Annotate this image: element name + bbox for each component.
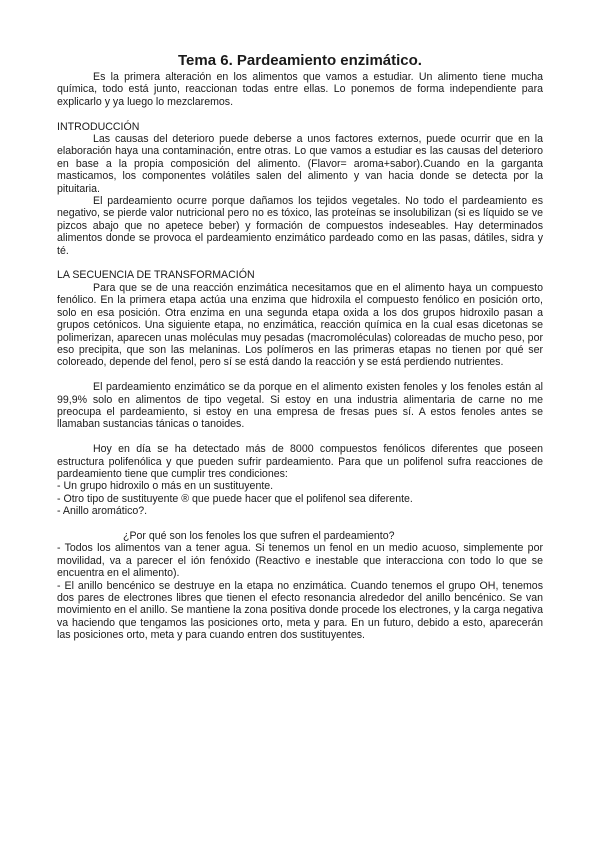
document-page <box>57 52 543 642</box>
section-heading-secuencia: LA SECUENCIA DE TRANSFORMACIÓN <box>57 269 255 282</box>
document-title: Tema 6. Pardeamiento enzimático. <box>178 52 422 69</box>
section-heading-introduccion: INTRODUCCIÓN <box>57 120 140 133</box>
question-line: ¿Por qué son los fenoles los que sufren el pardeamiento? <box>123 529 395 542</box>
introduccion-paragraph-2: El pardeamiento ocurre porque dañamos los tejidos vegetales. No todo el pardeamiento es negativo, se pierde valor nutricional pero no es tóxico, las proteínas se insolubilizan (si es líquido se ve pizcos abajo que no apetece beber) y formación de compuestos indeseables. Hay determinados alimentos donde se provoca el pardeamiento enzimático pardeado como en las pasas, dátiles, sidra y té. <box>57 195 543 257</box>
secuencia-paragraph-3: Hoy en día se ha detectado más de 8000 compuestos fenólicos diferentes que poseen estructura polifenólica y que pueden sufrir pardeamiento. Para que un polifenol sufra reacciones de pardeamiento tiene que cumplir tres condiciones: <box>57 443 543 480</box>
condition-item: - Otro tipo de sustituyente ® que puede hacer que el polifenol sea diferente. <box>57 492 413 505</box>
secuencia-paragraph-1: Para que se de una reacción enzimática necesitamos que en el alimento haya un compuesto fenólico. En la primera etapa actúa una enzima que hidroxila el compuesto fenólico en posición orto, solo en esa posición. Otra enzima en una segunda etapa oxida a los dos grupos hidroxilo pasan a grupos cetónicos. Una siguiente etapa, no enzimática, reacción química en la cual esas dicetonas se polimerizan, aparecen unas moléculas muy pesadas (macromoléculas) coloreadas de mucho peso, por eso precipita, que son las melaninas. Los polímeros en las primeras etapas no tienen por qué ser coloreado, depende del fenol, pero sí se está dando la reacción y se está perdiendo nutrientes. <box>57 281 543 369</box>
condition-item: - Un grupo hidroxilo o más en un sustituyente. <box>57 480 274 493</box>
answer-item: - Todos los alimentos van a tener agua. Si tenemos un fenol en un medio acuoso, simplemente por movilidad, va a parecer el ión fenóxido (Reactivo e inestable que interacciona con todo lo que se encuentra en el alimento). <box>57 542 543 580</box>
intro-paragraph: Es la primera alteración en los alimentos que vamos a estudiar. Un alimento tiene mucha química, todo está junto, reaccionan todas entre ellas. Lo ponemos de forma independiente para explicarlo y ya luego lo mezclaremos. <box>57 71 543 108</box>
section-introduccion <box>57 121 543 257</box>
introduccion-paragraph-1: Las causas del deterioro puede deberse a unos factores externos, puede ocurrir que en la elaboración haya una contaminación, entre otras. Lo que vamos a estudiar es las causas del deterioro en base a la propia composición del alimento. (Flavor= aroma+sabor).Cuando en la garganta masticamos, los componentes volátiles salen del alimento y van hacia donde se detecta por la pituitaria. <box>57 133 543 195</box>
section-secuencia <box>57 269 543 641</box>
secuencia-paragraph-2: El pardeamiento enzimático se da porque en el alimento existen fenoles y los fenoles están al 99,9% solo en alimentos de tipo vegetal. Si estoy en una industria alimentaria de carne no me preocupa el pardeamiento, si estoy en una empresa de fresas pues sí. A estos fenoles antes se llamaban sustancias tánicas o tanoides. <box>57 381 543 431</box>
spacer <box>57 518 543 530</box>
spacer <box>57 369 543 381</box>
answer-item: - El anillo bencénico se destruye en la etapa no enzimática. Cuando tenemos el grupo OH, tenemos dos pares de electrones libres que tienen el efecto resonancia alrededor del anillo bencénico. Se van movimiento en el anillo. Se mantiene la zona positiva donde procede los electrones, y la carga negativa va haciendo que tengamos las posiciones orto, meta y para. En un futuro, debido a esto, aparecerán las posiciones orto, meta y para cuando entren dos sustituyentes. <box>57 579 543 642</box>
spacer <box>57 431 543 443</box>
condition-item: - Anillo aromático?. <box>57 505 148 518</box>
